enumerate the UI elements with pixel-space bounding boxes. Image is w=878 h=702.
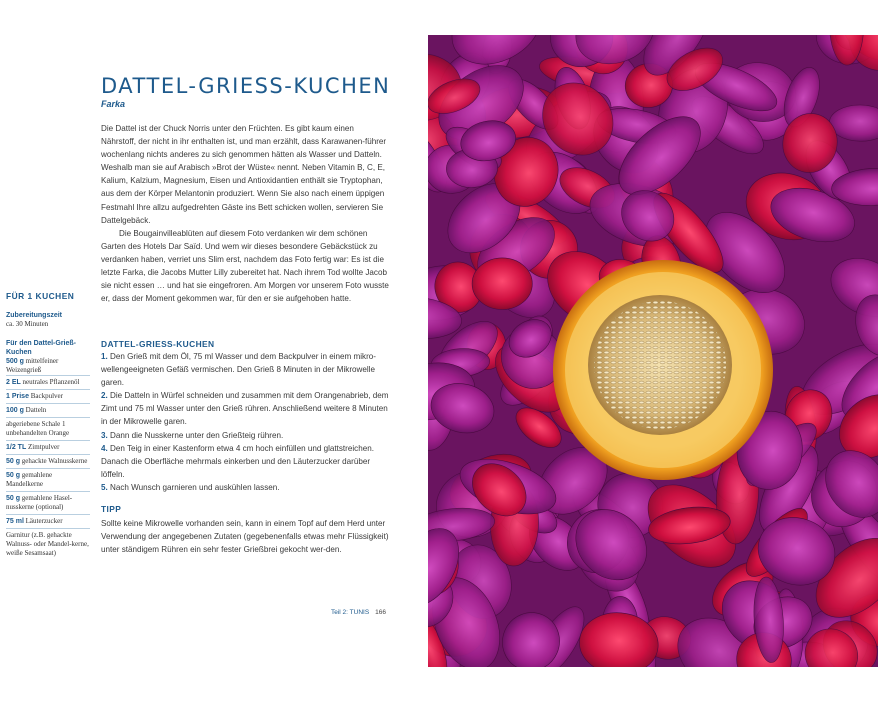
tip-heading: TIPP	[101, 504, 122, 514]
prep-label: Zubereitungszeit	[6, 312, 63, 319]
steps-heading: DATTEL-GRIESS-KUCHEN	[101, 339, 215, 349]
ingredient-row: 1 Prise Backpulver	[6, 389, 90, 403]
step-item: 4. Den Teig in einer Kastenform etwa 4 cm hoch einfüllen und glattstreichen. Danach die Oberfläche mehrmals einkerben und den Läuterzucker darüber löffeln.	[101, 443, 374, 479]
servings-heading: FÜR 1 KUCHEN	[6, 291, 75, 301]
ingredient-row: 1/2 TL Zimtpulver	[6, 440, 90, 454]
ingredient-row: 2 EL neutrales Pflanzenöl	[6, 375, 90, 389]
footer-section: Teil 2: TUNIS	[331, 609, 370, 616]
prep-block	[6, 311, 90, 329]
ingredient-row: 75 ml Läuterzucker	[6, 514, 90, 528]
ingredient-row: 500 g mittelfeiner Weizengrieß	[6, 357, 59, 374]
page-footer	[331, 609, 386, 616]
intro-text	[101, 122, 390, 305]
recipe-title: DATTEL-GRIESS-KUCHEN	[101, 74, 391, 98]
ingredient-row: abgeriebene Schale 1 unbehandelten Orange	[6, 417, 90, 440]
bougainvillea-photo	[428, 35, 878, 667]
ingredient-row: Garnitur (z.B. gehackte Walnuss- oder Mandel-kerne, weiße Sesamsaat)	[6, 528, 90, 560]
step-item: 3. Dann die Nusskerne unter den Grießteig rühren.	[101, 430, 284, 440]
ingredients-block	[6, 339, 90, 560]
step-item: 2. Die Datteln in Würfel schneiden und zusammen mit dem Orangenabrieb, dem Zimt und 75 ml Wasser unter den Grieß rühren. Anschließend weitere 8 Minuten in der Mikrowelle garen.	[101, 391, 389, 427]
orange-slice	[553, 260, 773, 480]
ingredient-row: 50 g gemahlene Hasel-nusskerne (optional)	[6, 491, 90, 514]
ingredients-label: Für den Dattel-Grieß-Kuchen	[6, 340, 77, 356]
page-number: 166	[375, 609, 387, 616]
ingredient-row: 50 g gehackte Walnusskerne	[6, 454, 90, 468]
step-item: 5. Nach Wunsch garnieren und auskühlen lassen.	[101, 482, 280, 492]
tip-text: Sollte keine Mikrowelle vorhanden sein, kann in einem Topf auf dem Herd unter Verwendung der angegebenen Zutaten (gegebenenfalls etwas mehr Flüssigkeit) unter ständigem Rühren ein sehr fester Grießbrei gekocht wer-den.	[101, 519, 389, 555]
intro-paragraph: Die Dattel ist der Chuck Norris unter den Früchten. Es gibt kaum einen Nährstoff, der nicht in ihr enthalten ist, und man erzählt, dass Karawanen-führer wochenlang nichts anderes zu sich genommen hätten als Wasser und Datteln. Weshalb man sie auf Arabisch »Brot der Wüste« nennt. Neben Vitamin B, C, E, Kalium, Kalzium, Magnesium, Eisen und Antioxidantien enthält sie Tryptophan, aus dem der Körper Melantonin produziert. Wenn Sie also nach einem üppigen Festmahl Ihre allzu aufgedrehten Gäste ins Bett schicken wollen, servieren Sie Dattelgebäck.	[101, 124, 387, 225]
recipe-subtitle: Farka	[101, 99, 126, 109]
step-item: 1. Den Grieß mit dem Öl, 75 ml Wasser und dem Backpulver in einem mikro-wellengeeigneten Gefäß vermischen. Den Grieß 8 Minuten in der Mikrowelle garen.	[101, 352, 376, 388]
intro-paragraph: Die Bougainvilleablüten auf diesem Foto verdanken wir dem schönen Garten des Hotels Dar Saïd. Und wem wir dieses besondere Gebäckstück zu verdanken haben, verriet uns Slim erst, nachdem das Foto fertig war: Es ist die letzte Farka, die Jacobs Mutter Lilly zubereitet hat. Nach ihrem Tod wollte Jacob sie nicht essen … und hat sie eingefroren. Am Morgen vor unserem Foto wusste er, dass der Moment gekommen war, für den er sie aufgehoben hatte.	[101, 228, 389, 304]
recipe-photo	[428, 35, 878, 667]
steps-list	[101, 350, 390, 494]
petal	[472, 258, 532, 310]
ingredient-row: 50 g gemahlene Mandelkerne	[6, 468, 90, 491]
prep-value: ca. 30 Minuten	[6, 320, 49, 328]
ingredient-row: 100 g Datteln	[6, 403, 90, 417]
